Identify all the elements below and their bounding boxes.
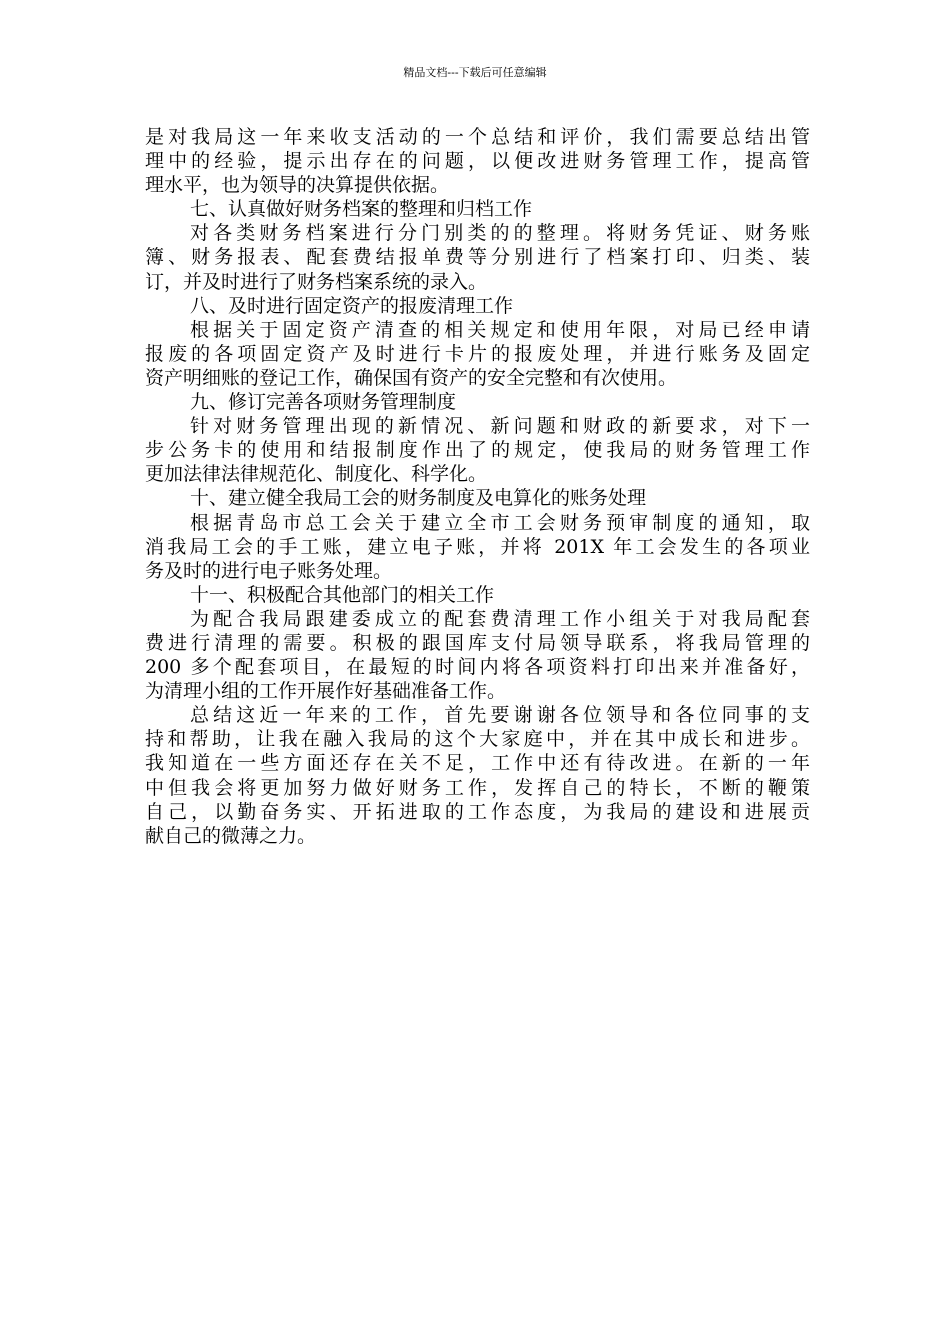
paragraph-line: 步公务卡的使用和结报制度作出了的规定，使我局的财务管理工作 xyxy=(145,439,810,462)
section-heading: 九、修订完善各项财务管理制度 xyxy=(190,391,457,414)
paragraph-line: 为清理小组的工作开展作好基础准备工作。 xyxy=(145,680,507,703)
section-heading: 十一、积极配合其他部门的相关工作 xyxy=(190,583,495,606)
paragraph-line: 我知道在一些方面还存在关不足，工作中还有待改进。在新的一年 xyxy=(145,752,810,775)
paragraph-line: 务及时的进行电子账务处理。 xyxy=(145,559,393,582)
paragraph-line: 针对财务管理出现的新情况、新问题和财政的新要求，对下一 xyxy=(190,415,810,438)
paragraph-line: 更加法律法律规范化、制度化、科学化。 xyxy=(145,463,488,486)
paragraph-line: 是对我局这一年来收支活动的一个总结和评价，我们需要总结出管 xyxy=(145,126,810,148)
paragraph-line: 中但我会将更加努力做好财务工作，发挥自己的特长，不断的鞭策 xyxy=(145,776,810,799)
paragraph-line: 根据关于固定资产清查的相关规定和使用年限，对局已经申请 xyxy=(190,318,810,341)
paragraph-line: 簿、财务报表、配套费结报单费等分别进行了档案打印、归类、装 xyxy=(145,246,810,269)
paragraph-line: 为配合我局跟建委成立的配套费清理工作小组关于对我局配套 xyxy=(190,607,810,630)
section-heading: 七、认真做好财务档案的整理和归档工作 xyxy=(190,198,533,221)
paragraph-line: 理水平，也为领导的决算提供依据。 xyxy=(145,174,450,197)
section-heading: 十、建立健全我局工会的财务制度及电算化的账务处理 xyxy=(190,487,647,510)
paragraph-line: 献自己的微薄之力。 xyxy=(145,824,317,847)
paragraph-line: 理中的经验，提示出存在的问题，以便改进财务管理工作，提高管 xyxy=(145,150,810,173)
paragraph-line: 对各类财务档案进行分门别类的的整理。将财务凭证、财务账 xyxy=(190,222,810,245)
paragraph-line: 订，并及时进行了财务档案系统的录入。 xyxy=(145,270,488,293)
paragraph-line: 总结这近一年来的工作，首先要谢谢各位领导和各位同事的支 xyxy=(190,704,810,727)
paragraph-line: 消我局工会的手工账，建立电子账，并将 201X 年工会发生的各项业 xyxy=(145,535,810,558)
paragraph-line: 自己，以勤奋务实、开拓进取的工作态度，为我局的建设和进展贡 xyxy=(145,800,810,823)
section-heading: 八、及时进行固定资产的报废清理工作 xyxy=(190,294,514,317)
paragraph-line: 报废的各项固定资产及时进行卡片的报废处理，并进行账务及固定 xyxy=(145,342,810,365)
document-body xyxy=(145,125,810,848)
paragraph-line: 资产明细账的登记工作，确保国有资产的安全完整和有次使用。 xyxy=(145,366,678,389)
paragraph-line: 持和帮助，让我在融入我局的这个大家庭中，并在其中成长和进步。 xyxy=(145,728,810,751)
paragraph-line: 200 多个配套项目，在最短的时间内将各项资料打印出来并准备好， xyxy=(145,656,810,679)
page-header: 精品文档---下载后可任意编辑 xyxy=(403,66,547,79)
paragraph-line: 费进行清理的需要。积极的跟国库支付局领导联系，将我局管理的 xyxy=(145,631,810,654)
paragraph-line: 根据青岛市总工会关于建立全市工会财务预审制度的通知，取 xyxy=(190,511,810,534)
